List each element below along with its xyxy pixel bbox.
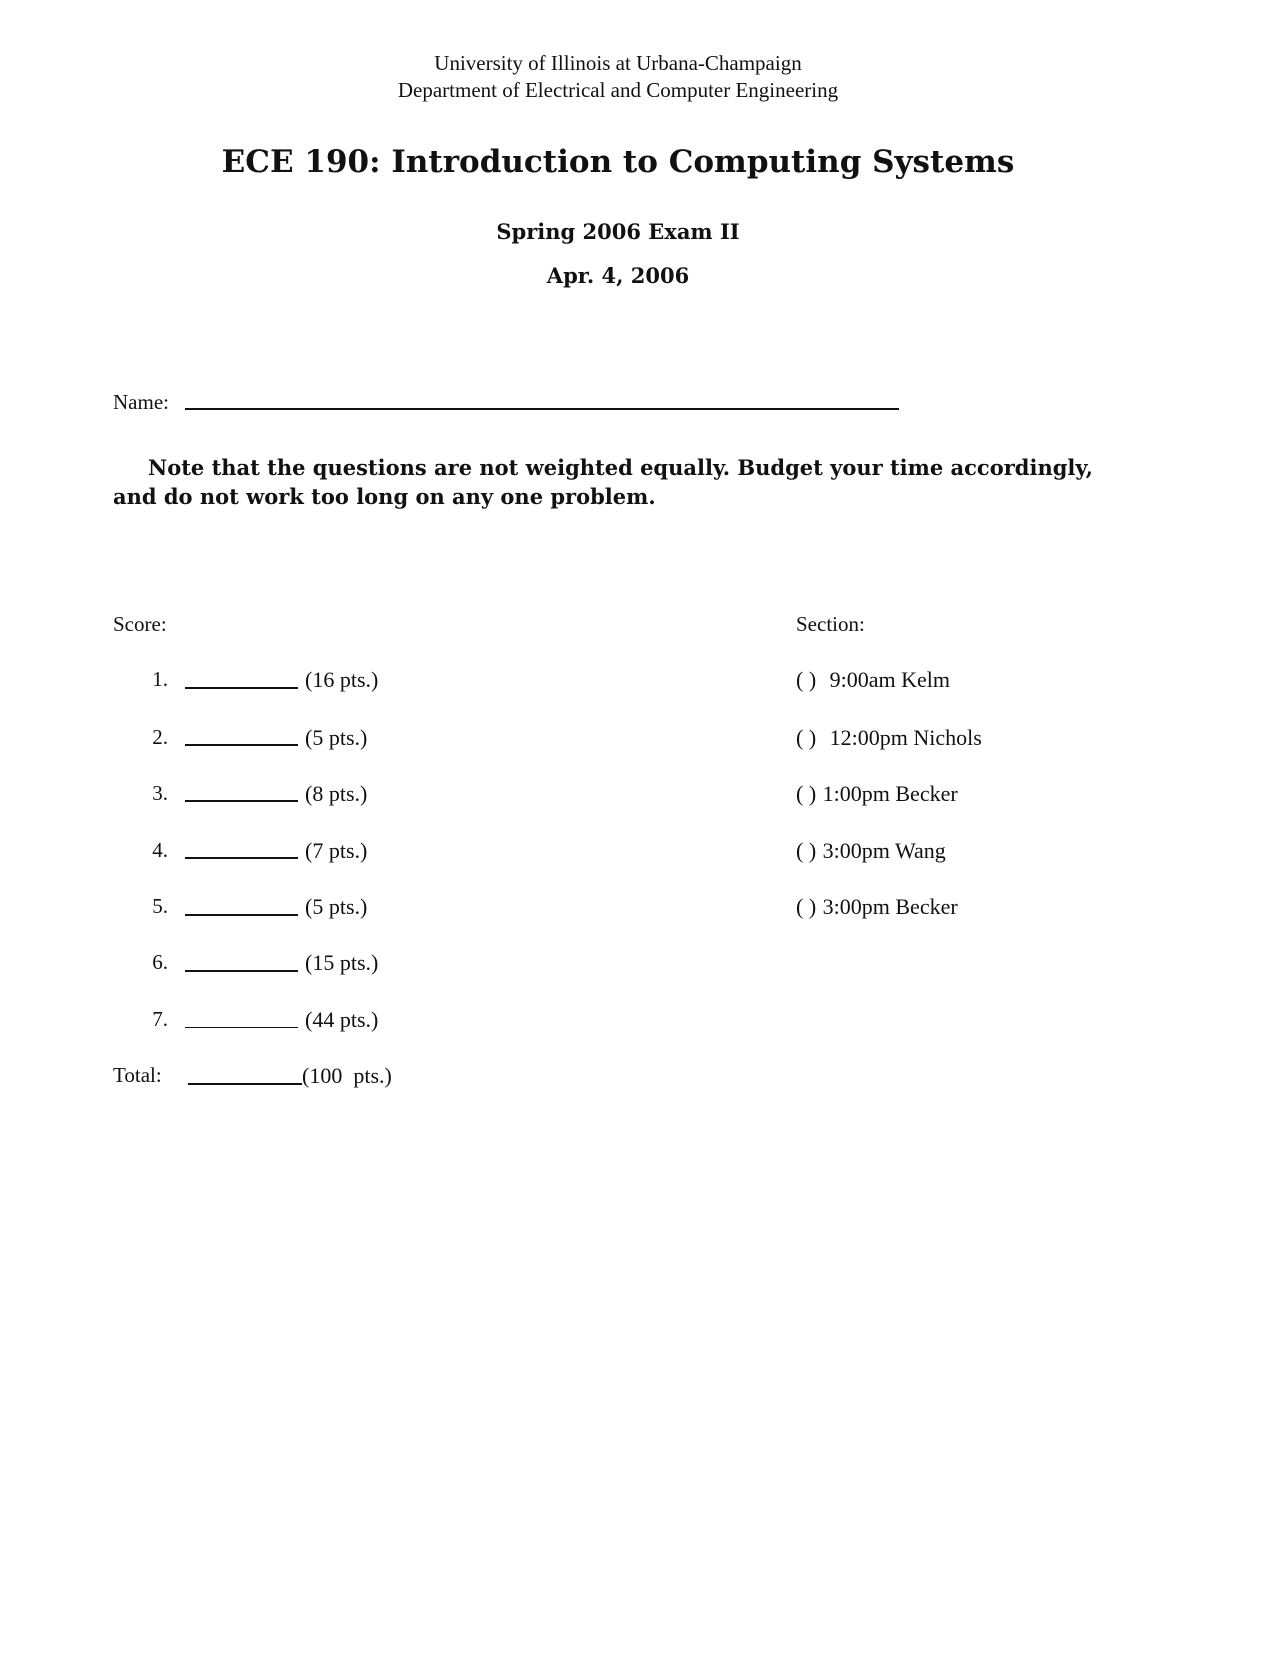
score-row-points: (16 pts.) bbox=[305, 667, 379, 692]
section-checkbox[interactable]: ( ) bbox=[796, 667, 817, 692]
total-points: (100 pts.) bbox=[302, 1063, 392, 1088]
section-option[interactable] bbox=[796, 781, 958, 807]
section-checkbox[interactable]: ( ) bbox=[796, 781, 817, 806]
score-row-number: 5. bbox=[152, 894, 168, 918]
score-input-line-7[interactable] bbox=[185, 1027, 298, 1028]
exam-title: Spring 2006 Exam II bbox=[496, 219, 740, 244]
section-option-text: 3:00pm Becker bbox=[822, 894, 958, 919]
total-label: Total: bbox=[113, 1063, 162, 1087]
score-row-number: 7. bbox=[152, 1007, 168, 1031]
section-option-text: 12:00pm Nichols bbox=[829, 725, 982, 750]
score-row-points: (15 pts.) bbox=[305, 950, 379, 975]
score-input-line-5[interactable] bbox=[185, 914, 298, 916]
score-row-points: (7 pts.) bbox=[305, 838, 368, 863]
instructions-note: Note that the questions are not weighted equally. Budget your time accordingly, and do not work too long on any one problem. bbox=[113, 455, 1093, 509]
section-checkbox[interactable]: ( ) bbox=[796, 838, 817, 863]
section-option-text: 1:00pm Becker bbox=[822, 781, 958, 806]
score-input-line-1[interactable] bbox=[185, 687, 298, 689]
score-input-line-3[interactable] bbox=[185, 800, 298, 802]
score-row-number: 6. bbox=[152, 950, 168, 974]
score-input-line-6[interactable] bbox=[185, 970, 298, 972]
section-option-text: 9:00am Kelm bbox=[829, 667, 951, 692]
score-input-line-2[interactable] bbox=[185, 744, 298, 746]
course-title: ECE 190: Introduction to Computing Systems bbox=[221, 144, 1015, 180]
score-input-line-4[interactable] bbox=[185, 857, 298, 859]
score-row-points: (8 pts.) bbox=[305, 781, 368, 806]
section-checkbox[interactable]: ( ) bbox=[796, 894, 817, 919]
section-option[interactable] bbox=[796, 725, 982, 751]
name-label: Name: bbox=[113, 390, 169, 414]
section-option[interactable] bbox=[796, 894, 958, 920]
score-row-number: 2. bbox=[152, 725, 168, 749]
section-option-text: 3:00pm Wang bbox=[822, 838, 946, 863]
section-option[interactable] bbox=[796, 838, 946, 864]
section-checkbox[interactable]: ( ) bbox=[796, 725, 817, 750]
total-input-line[interactable] bbox=[188, 1083, 302, 1085]
university-name: University of Illinois at Urbana-Champaign bbox=[434, 51, 802, 75]
score-row-number: 4. bbox=[152, 838, 168, 862]
section-label: Section: bbox=[796, 612, 865, 636]
name-input-line[interactable] bbox=[185, 408, 899, 410]
score-row-number: 1. bbox=[152, 667, 168, 691]
score-row-points: (44 pts.) bbox=[305, 1007, 379, 1032]
score-row-points: (5 pts.) bbox=[305, 725, 368, 750]
exam-date: Apr. 4, 2006 bbox=[546, 263, 690, 288]
department-name: Department of Electrical and Computer Engineering bbox=[397, 78, 839, 102]
score-row-points: (5 pts.) bbox=[305, 894, 368, 919]
score-row-number: 3. bbox=[152, 781, 168, 805]
score-label: Score: bbox=[113, 612, 167, 636]
section-option[interactable] bbox=[796, 667, 950, 693]
